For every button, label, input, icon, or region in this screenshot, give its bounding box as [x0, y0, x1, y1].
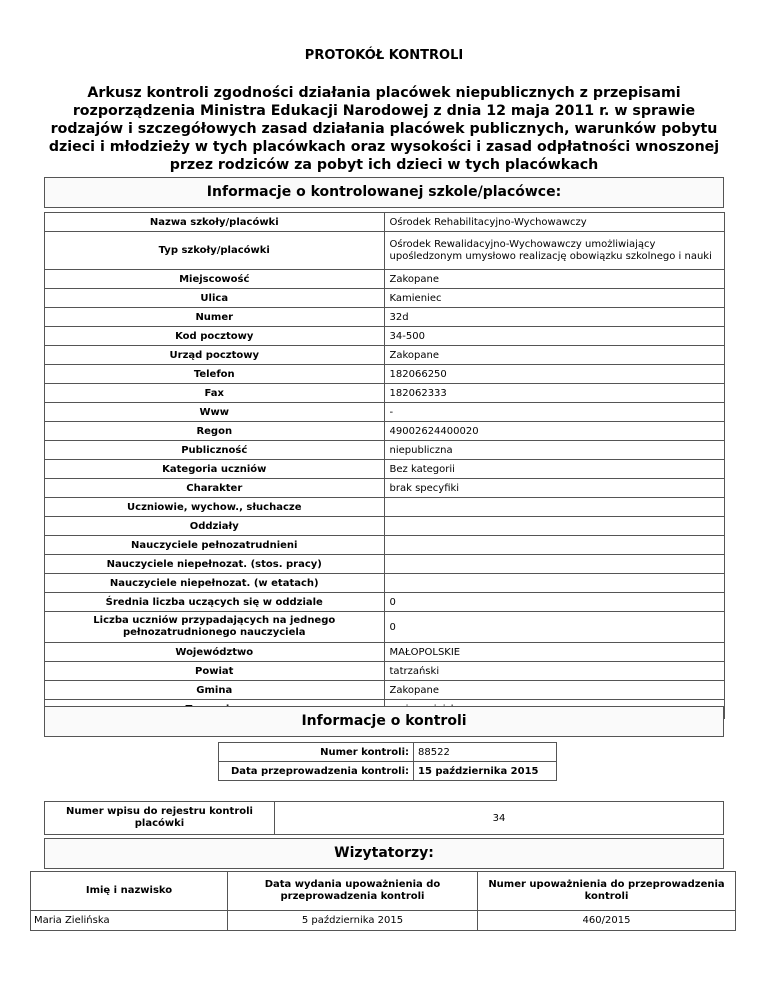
control-date-value: 15 października 2015 — [414, 762, 557, 781]
inspectors-table — [30, 871, 736, 931]
control-date-label: Data przeprowadzenia kontroli: — [219, 762, 414, 781]
control-number-label: Numer kontroli: — [219, 743, 414, 762]
field-value: Zakopane — [384, 270, 724, 289]
table-row — [45, 327, 725, 346]
field-label: Numer — [45, 308, 385, 327]
field-label: Typ szkoły/placówki — [45, 232, 385, 270]
field-value: Zakopane — [384, 681, 724, 700]
table-row — [45, 681, 725, 700]
field-value: MAŁOPOLSKIE — [384, 643, 724, 662]
field-label: Fax — [45, 384, 385, 403]
table-row — [45, 643, 725, 662]
field-value — [384, 536, 724, 555]
field-label: Ulica — [45, 289, 385, 308]
table-header-row — [31, 872, 736, 911]
field-label: Telefon — [45, 365, 385, 384]
field-label: Powiat — [45, 662, 385, 681]
document-title: PROTOKÓŁ KONTROLI — [304, 48, 464, 63]
field-value: Ośrodek Rewalidacyjno-Wychowawczy umożliwiający upośledzonym umysłowo realizację obowiązku szkolnego i nauki — [384, 232, 724, 270]
field-label: Www — [45, 403, 385, 422]
field-value: 0 — [384, 593, 724, 612]
table-row — [45, 403, 725, 422]
field-value: Zakopane — [384, 346, 724, 365]
table-row — [45, 346, 725, 365]
field-value: 182062333 — [384, 384, 724, 403]
table-row — [45, 460, 725, 479]
register-value: 34 — [275, 802, 724, 835]
table-row — [45, 365, 725, 384]
table-row — [45, 308, 725, 327]
table-row — [45, 232, 725, 270]
table-row — [45, 662, 725, 681]
table-row — [45, 574, 725, 593]
school-section-heading: Informacje o kontrolowanej szkole/placówce: — [44, 177, 724, 208]
field-label: Oddziały — [45, 517, 385, 536]
document-subtitle: Arkusz kontroli zgodności działania placówek niepublicznych z przepisami rozporządzenia Ministra Edukacji Narodowej z dnia 12 maja 2011 r. w sprawie rodzajów i szczegółowych zasad działania placówek publicznych, warunków pobytu dzieci i młodzieży w tych placówkach oraz wysokości i zasad odpłatności wnoszonej przez rodziców za pobyt ich dzieci w tych placówkach — [48, 85, 720, 173]
field-label: Średnia liczba uczących się w oddziale — [45, 593, 385, 612]
field-label: Publiczność — [45, 441, 385, 460]
field-label: Gmina — [45, 681, 385, 700]
table-row — [45, 612, 725, 643]
field-label: Uczniowie, wychow., słuchacze — [45, 498, 385, 517]
field-label: Kod pocztowy — [45, 327, 385, 346]
field-label: Kategoria uczniów — [45, 460, 385, 479]
authorization-number: 460/2015 — [478, 911, 736, 931]
table-row — [45, 555, 725, 574]
table-row — [45, 536, 725, 555]
field-label: Nauczyciele niepełnozat. (w etatach) — [45, 574, 385, 593]
field-value — [384, 555, 724, 574]
control-number-value: 88522 — [414, 743, 557, 762]
field-value: 32d — [384, 308, 724, 327]
register-table — [44, 801, 724, 835]
register-label: Numer wpisu do rejestru kontroli placówki — [45, 802, 275, 835]
table-row — [219, 743, 557, 762]
table-row — [45, 422, 725, 441]
authorization-date: 5 października 2015 — [228, 911, 478, 931]
field-value: Ośrodek Rehabilitacyjno-Wychowawczy — [384, 213, 724, 232]
table-row — [45, 498, 725, 517]
field-value: - — [384, 403, 724, 422]
field-label: Nauczyciele pełnozatrudnieni — [45, 536, 385, 555]
column-header-name: Imię i nazwisko — [31, 872, 228, 911]
field-label: Nazwa szkoły/placówki — [45, 213, 385, 232]
table-row — [45, 479, 725, 498]
field-label: Miejscowość — [45, 270, 385, 289]
field-value: niepubliczna — [384, 441, 724, 460]
inspector-name: Maria Zielińska — [31, 911, 228, 931]
field-value: brak specyfiki — [384, 479, 724, 498]
table-row — [45, 441, 725, 460]
field-value: tatrzański — [384, 662, 724, 681]
inspectors-section-heading: Wizytatorzy: — [44, 838, 724, 869]
table-row — [45, 270, 725, 289]
field-value — [384, 517, 724, 536]
field-value: 34-500 — [384, 327, 724, 346]
table-row — [31, 911, 736, 931]
field-label: Regon — [45, 422, 385, 441]
field-value: 49002624400020 — [384, 422, 724, 441]
column-header-date: Data wydania upoważnienia do przeprowadzenia kontroli — [228, 872, 478, 911]
column-header-number: Numer upoważnienia do przeprowadzenia kontroli — [478, 872, 736, 911]
control-section-heading: Informacje o kontroli — [44, 706, 724, 737]
table-row — [45, 213, 725, 232]
table-row — [45, 289, 725, 308]
field-value: 0 — [384, 612, 724, 643]
field-value — [384, 574, 724, 593]
field-value: Kamieniec — [384, 289, 724, 308]
field-value: 182066250 — [384, 365, 724, 384]
table-row — [45, 384, 725, 403]
table-row — [45, 802, 724, 835]
control-info-table — [218, 742, 557, 781]
table-row — [45, 517, 725, 536]
field-label: Województwo — [45, 643, 385, 662]
field-label: Nauczyciele niepełnozat. (stos. pracy) — [45, 555, 385, 574]
field-value: Bez kategorii — [384, 460, 724, 479]
field-value — [384, 498, 724, 517]
table-row — [45, 593, 725, 612]
field-label: Liczba uczniów przypadających na jednego pełnozatrudnionego nauczyciela — [45, 612, 385, 643]
school-info-table — [44, 212, 725, 719]
field-label: Charakter — [45, 479, 385, 498]
field-label: Urząd pocztowy — [45, 346, 385, 365]
table-row — [219, 762, 557, 781]
